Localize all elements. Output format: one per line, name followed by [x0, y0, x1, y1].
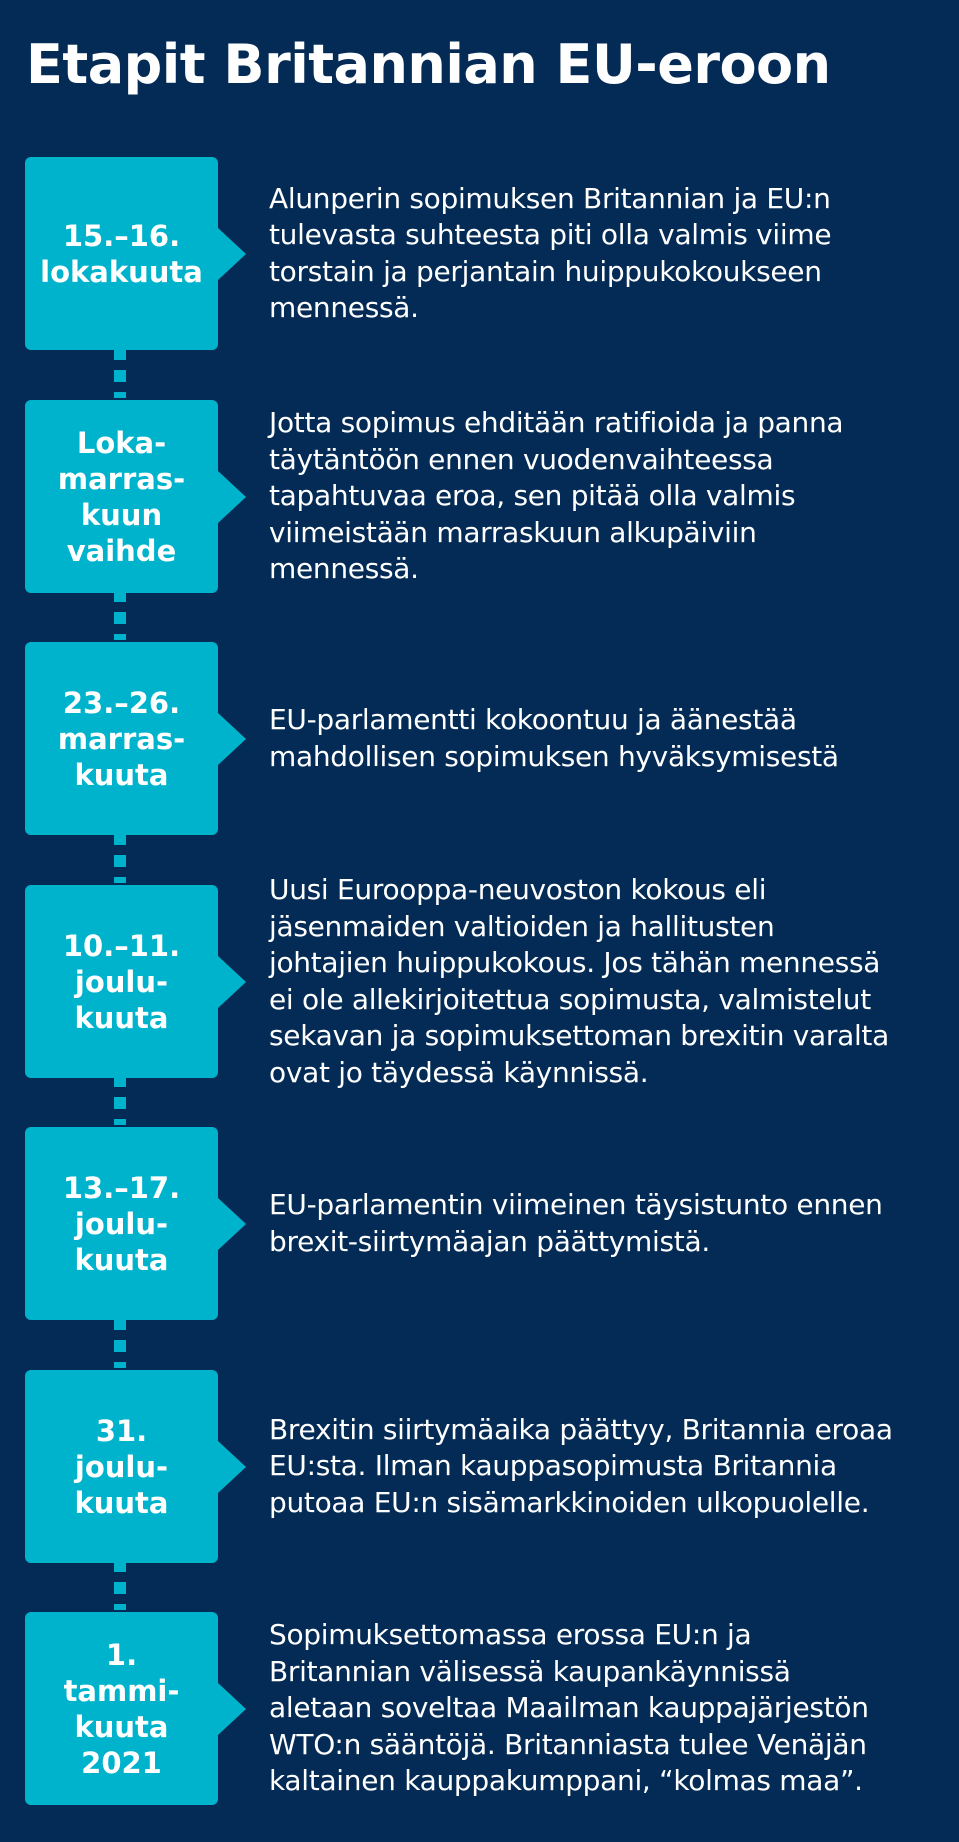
- timeline-date: 15.–16. lokakuuta: [40, 218, 203, 289]
- timeline-date: 31. joulu- kuuta: [74, 1413, 169, 1520]
- timeline-date-box: [25, 1370, 218, 1563]
- timeline-connector: [114, 833, 126, 883]
- timeline-date-box: [25, 400, 218, 593]
- timeline-date-box: [25, 642, 218, 835]
- timeline-description: [269, 1612, 945, 1805]
- timeline-connector: [114, 1318, 126, 1368]
- timeline-description-text: EU-parlamentti kokoontuu ja äänestää mahdollisen sopimuksen hyväksymisestä: [269, 703, 839, 773]
- timeline-description-text: Sopimuksettomassa erossa EU:n ja Britannian välisessä kaupankäynnissä aletaan soveltaa Maailman kauppajärjestön WTO:n sääntöjä. Britanniasta tulee Venäjän kaltainen kauppakumppani, “kolmas maa”.: [269, 1618, 869, 1798]
- timeline-connector: [114, 348, 126, 398]
- timeline-description: [269, 1127, 945, 1320]
- timeline-description-text: EU-parlamentin viimeinen täysistunto ennen brexit-siirtymäajan päättymistä.: [269, 1188, 883, 1258]
- timeline-description: [269, 157, 945, 350]
- timeline-date-box: [25, 885, 218, 1078]
- timeline-description: [269, 642, 945, 835]
- timeline-date: 13.–17. joulu- kuuta: [62, 1170, 181, 1277]
- timeline-connector: [114, 590, 126, 640]
- timeline-date-box: [25, 1127, 218, 1320]
- timeline-description-text: Brexitin siirtymäaika päättyy, Britannia eroaa EU:sta. Ilman kauppasopimusta Britannia putoaa EU:n sisämarkkinoiden ulkopuolelle.: [269, 1412, 893, 1519]
- timeline-description-text: Jotta sopimus ehditään ratifioida ja panna täytäntöön ennen vuodenvaihteessa tapahtuvaa eroa, sen pitää olla valmis viimeistään marraskuun alkupäiviin mennessä.: [269, 406, 844, 586]
- timeline-description-text: Uusi Eurooppa-neuvoston kokous eli jäsenmaiden valtioiden ja hallitusten johtajien huippukokous. Jos tähän mennessä ei ole allekirjoitettua sopimusta, valmistelut sekavan ja sopimuksettoman brexitin varalta ovat jo täydessä käynnissä.: [269, 873, 889, 1089]
- timeline-connector: [114, 1560, 126, 1610]
- page-title: Etapit Britannian EU-eroon: [26, 33, 831, 96]
- timeline-date: 10.–11. joulu- kuuta: [62, 928, 181, 1035]
- timeline-date: Loka- marras- kuun vaihde: [57, 425, 186, 568]
- timeline-date: 1. tammi- kuuta 2021: [63, 1637, 180, 1780]
- timeline-description: [269, 400, 945, 593]
- timeline-description-text: Alunperin sopimuksen Britannian ja EU:n tulevasta suhteesta piti olla valmis viime torstain ja perjantain huippukokoukseen mennessä.: [269, 181, 832, 324]
- timeline-description: [269, 1370, 945, 1563]
- timeline-date-box: [25, 1612, 218, 1805]
- timeline-connector: [114, 1075, 126, 1125]
- timeline-date: 23.–26. marras- kuuta: [57, 685, 186, 792]
- timeline-description: [269, 873, 945, 1089]
- timeline-date-box: [25, 157, 218, 350]
